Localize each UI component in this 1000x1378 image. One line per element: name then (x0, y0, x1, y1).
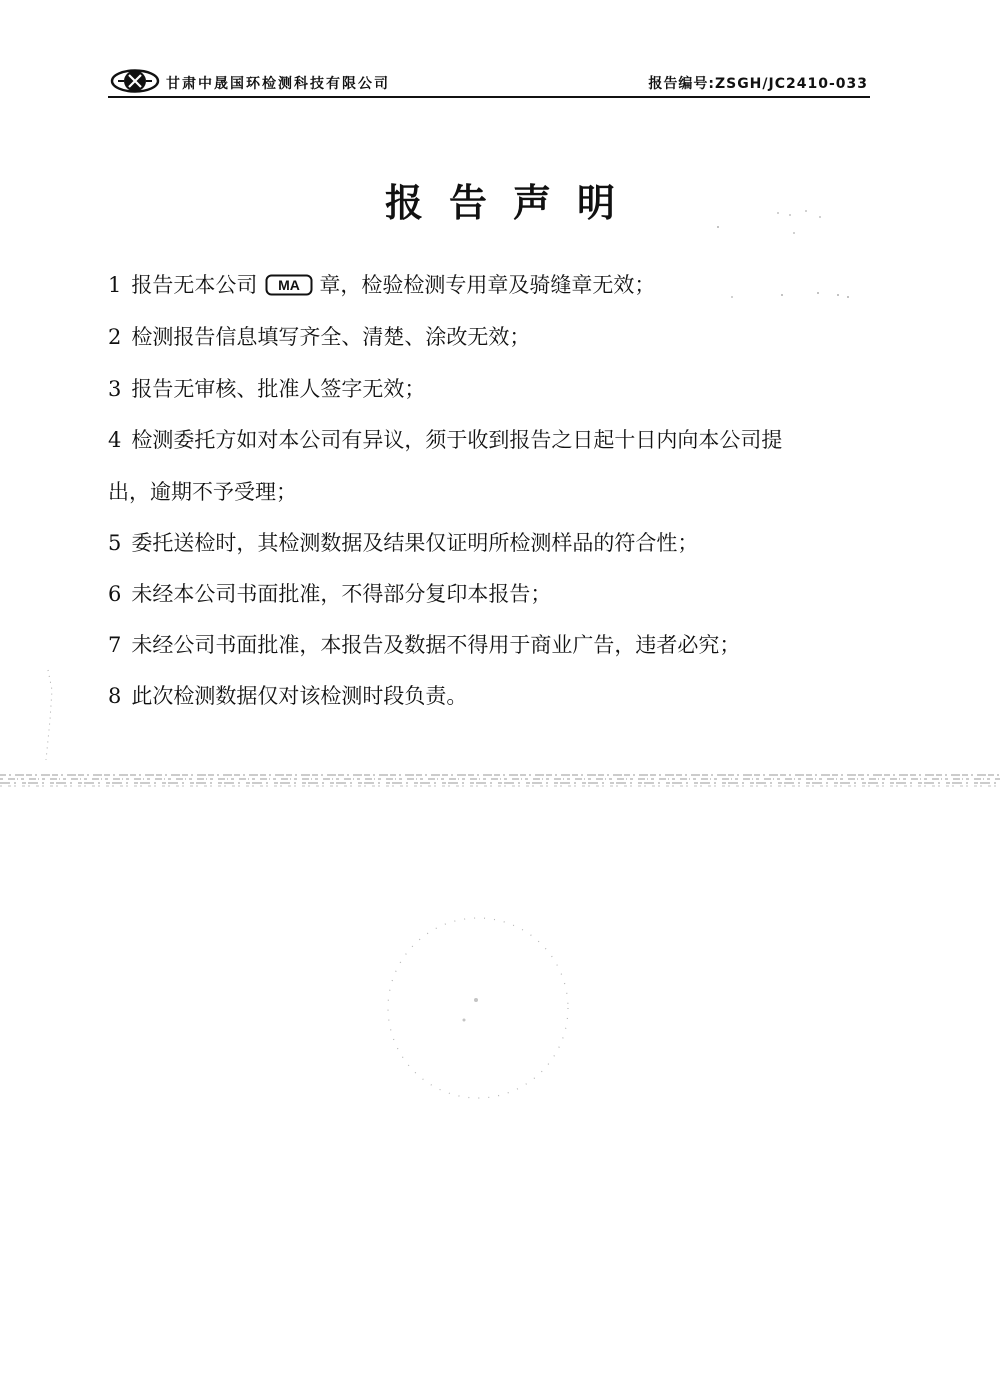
item-number: 7 (108, 633, 122, 657)
item-number: 3 (108, 377, 122, 401)
company-logo-icon (110, 69, 160, 93)
statement-item-continuation (108, 466, 878, 518)
scan-artifact-line (0, 771, 1000, 789)
statement-item (108, 311, 878, 363)
cma-mark-text: MA (278, 276, 301, 293)
page-header (108, 70, 870, 98)
item-text: 报告无审核、批准人签字无效； (131, 377, 426, 401)
statement-item (108, 670, 878, 722)
item-text: 检测报告信息填写齐全、清楚、涂改无效； (131, 325, 531, 349)
statement-item (108, 568, 878, 620)
item-text: 检测委托方如对本公司有异议，须于收到报告之日起十日内向本公司提 (131, 428, 783, 452)
item-number: 1 (108, 273, 122, 297)
cma-mark-icon (265, 274, 313, 296)
report-number: 报告编号:ZSGH/JC2410-033 (648, 76, 868, 92)
scan-noise-dots (710, 205, 870, 305)
page-title: 报告声明 (384, 180, 641, 225)
item-number: 4 (108, 428, 122, 452)
item-text-pre: 报告无本公司 (131, 273, 258, 297)
item-text: 未经本公司书面批准，不得部分复印本报告； (131, 582, 552, 606)
item-text: 出，逾期不予受理； (108, 480, 297, 504)
item-text: 未经公司书面批准，本报告及数据不得用于商业广告，违者必究； (131, 633, 741, 657)
item-text-post: 章，检验检测专用章及骑缝章无效； (319, 273, 656, 297)
statement-item (108, 619, 878, 671)
item-number: 5 (108, 531, 122, 555)
statement-item (108, 414, 878, 466)
item-text: 委托送检时，其检测数据及结果仅证明所检测样品的符合性； (131, 531, 699, 555)
item-number: 2 (108, 325, 122, 349)
statement-item (108, 517, 878, 569)
company-name: 甘肃中晟国环检测科技有限公司 (166, 76, 390, 92)
statement-item (108, 363, 878, 415)
item-text: 此次检测数据仅对该检测时段负责。 (131, 684, 468, 708)
item-number: 8 (108, 684, 122, 708)
scan-edge-marks (0, 660, 60, 780)
faint-seal-mark (378, 908, 578, 1108)
item-number: 6 (108, 582, 122, 606)
